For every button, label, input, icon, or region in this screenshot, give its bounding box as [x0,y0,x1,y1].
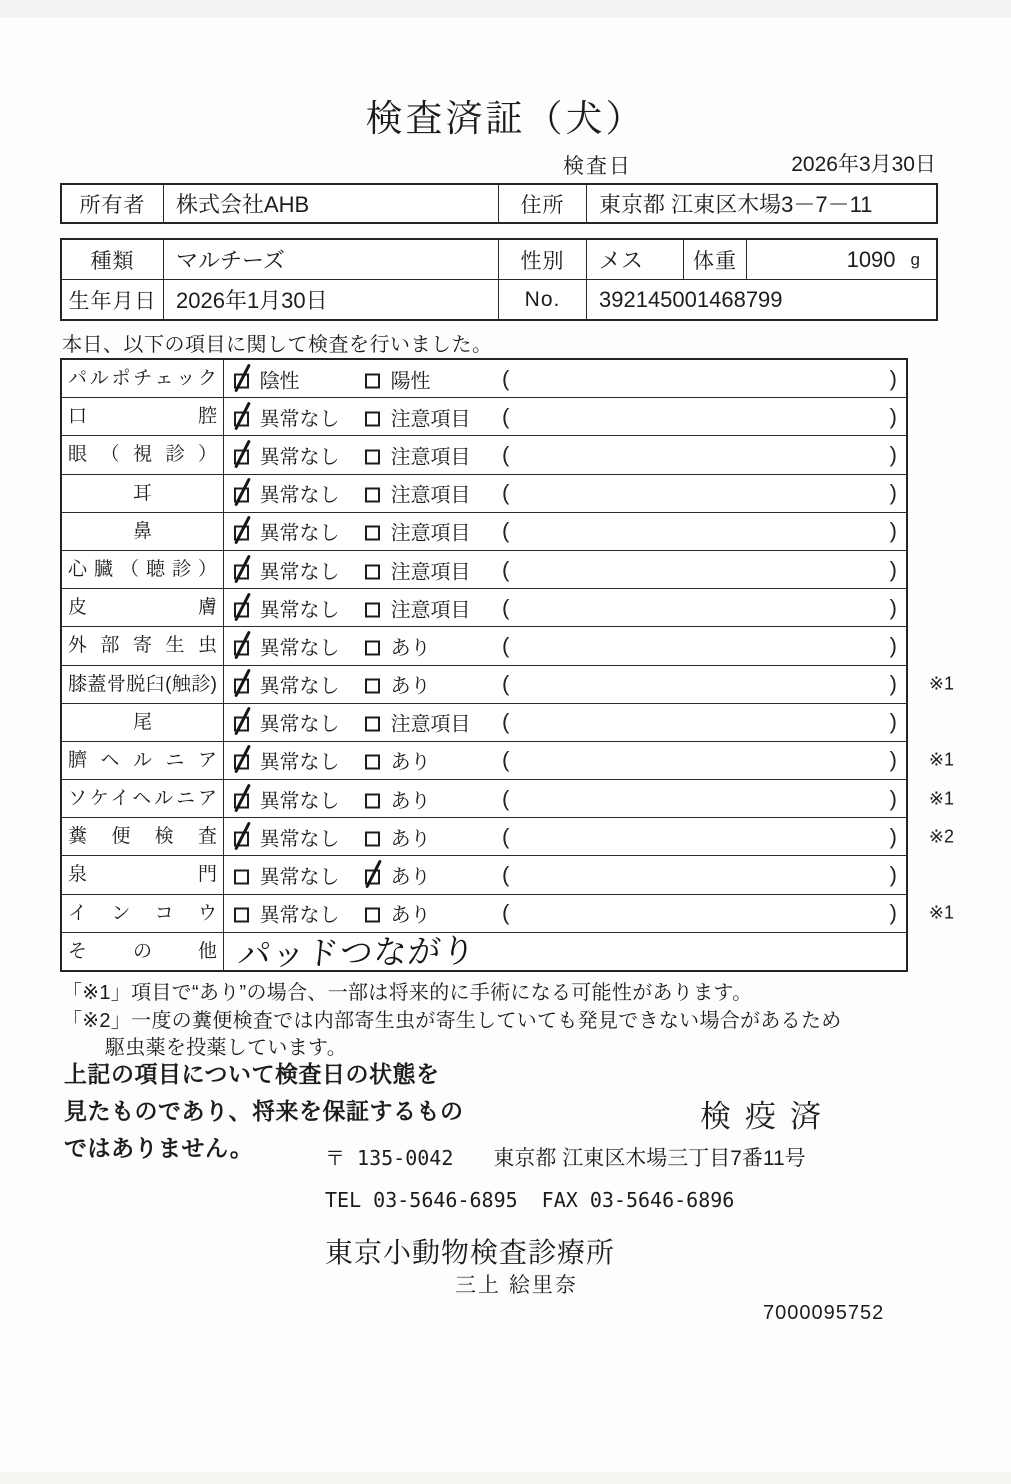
option-2-label: 注意項目 [390,599,471,622]
paren-close-icon: ) [889,823,897,849]
check-item-label: 臍ヘルニア [62,742,224,779]
checkbox-icon [234,755,249,770]
checkbox-icon [234,717,249,732]
paren-close-icon: ) [889,403,897,429]
check-row [62,589,906,627]
check-table [60,358,954,973]
option-1-label: 異常なし [259,599,340,622]
option-1-label: 異常なし [259,561,340,584]
check-item-value [224,436,906,473]
checkbox-icon [234,411,249,426]
paren-close-icon: ) [889,709,897,735]
option-1 [234,899,340,928]
checkbox-icon [234,640,249,655]
option-1-label: 異常なし [259,446,340,469]
check-item-value [224,627,906,664]
paren-close-icon: ) [889,441,897,467]
check-item-value [224,513,906,550]
paren-close-icon: ) [889,556,897,582]
option-2 [365,822,431,851]
check-row [62,398,906,436]
checkbox-icon [365,679,380,694]
paren-close-icon: ) [889,900,897,926]
check-row [62,856,906,894]
option-1-label: 異常なし [259,790,340,813]
paren-open-icon: ( [502,709,510,735]
paren-open-icon: ( [502,365,510,391]
paren-open-icon: ( [502,632,510,658]
info-row-birthdate [62,280,936,319]
checkbox-icon [365,717,380,732]
tel-fax-line [325,1188,734,1212]
paren-close-icon: ) [889,365,897,391]
option-1-label: 異常なし [259,904,340,927]
disclaimer-line: ではありません。 [64,1135,254,1161]
option-2-label: あり [390,751,431,774]
check-item-value [224,856,906,893]
clinic-name: 東京小動物検査診療所 [325,1237,616,1268]
paren-close-icon: ) [889,785,897,811]
check-row [62,551,906,589]
checkbox-icon [365,870,380,885]
check-item-value [224,742,906,779]
footnote-marker: ※1 [928,749,954,770]
check-item-value [224,704,906,741]
option-2 [365,517,471,546]
option-1 [234,402,340,431]
option-2 [365,440,471,469]
breed-value: マルチーズ [164,240,499,279]
option-1-label: 異常なし [259,751,340,774]
option-1 [234,670,340,699]
check-item-value [224,931,906,973]
paren-open-icon: ( [502,747,510,773]
handwritten-note: パッドつながり [236,931,478,973]
checkbox-icon [234,831,249,846]
option-1 [234,746,340,775]
option-1 [234,861,340,890]
option-1 [234,784,340,813]
check-item-label: パルポチェック [62,360,224,397]
owner-table [60,183,938,224]
check-item-label: 糞便検査 [62,818,224,855]
option-1-label: 陰性 [259,370,300,393]
check-item-value [224,895,906,932]
paren-open-icon: ( [502,518,510,544]
intro-text: 本日、以下の項目に関して検査を行いました。 [62,334,493,356]
owner-value: 株式会社AHB [164,185,499,222]
check-row [62,475,906,513]
option-1 [234,708,340,737]
disclaimer-line: 見たものであり、将来を保証するもの [64,1098,464,1124]
paren-open-icon: ( [502,441,510,467]
checkbox-icon [234,526,249,541]
check-row [62,704,906,742]
clinic-address-line [325,1142,806,1172]
checkbox-icon [365,602,380,617]
check-item-label: 膝蓋骨脱臼(触診) [62,666,224,703]
footnote-2: 「※2」一度の糞便検査では内部寄生虫が寄生していても発見できない場合があるため [62,1010,842,1032]
paren-open-icon: ( [502,900,510,926]
option-1-label: 異常なし [259,675,340,698]
check-item-label: インコウ [62,895,224,932]
option-2 [365,555,471,584]
option-2 [365,631,431,660]
check-item-value [224,589,906,626]
paren-close-icon: ) [889,594,897,620]
checkbox-icon [365,793,380,808]
info-row-breed [62,240,936,280]
check-item-value [224,780,906,817]
check-item-value [224,475,906,512]
footnote-marker: ※1 [928,902,954,923]
option-1 [234,822,340,851]
sex-label: 性別 [499,240,587,279]
paren-open-icon: ( [502,823,510,849]
serial-number: 7000095752 [763,1302,885,1324]
option-2-label: 注意項目 [390,522,471,545]
option-1 [234,364,300,393]
option-1 [234,631,340,660]
paren-close-icon: ) [889,671,897,697]
option-2 [365,746,431,775]
scan-edge-bottom [0,1472,1011,1484]
check-row [62,627,906,665]
check-item-label: 泉門 [62,856,224,893]
footnote-1: 「※1」項目で“あり”の場合、一部は将来的に手術になる可能性があります。 [62,982,753,1004]
checkbox-icon [365,449,380,464]
paren-close-icon: ) [889,518,897,544]
paren-open-icon: ( [502,671,510,697]
option-2-label: あり [390,904,431,927]
footnote-2-continued: 駆虫薬を投薬しています。 [105,1037,347,1059]
check-row [62,931,906,973]
option-2 [365,364,431,393]
paren-open-icon: ( [502,594,510,620]
weight-unit: g [910,249,920,269]
check-item-label: 鼻 [62,513,224,550]
clinic-address: 東京都 江東区木場三丁目7番11号 [493,1147,806,1170]
option-2-label: 陽性 [390,370,431,393]
exam-date-label: 検査日 [563,155,632,178]
disclaimer-line: 上記の項目について検査日の状態を [64,1061,440,1087]
checkbox-icon [234,870,249,885]
tel-number: TEL 03-5646-6895 [325,1188,518,1212]
checkbox-icon [234,373,249,388]
check-item-value [224,398,906,435]
paren-close-icon: ) [889,862,897,888]
check-item-value [224,666,906,703]
checkbox-icon [365,373,380,388]
check-row [62,818,954,856]
checkbox-icon [234,908,249,923]
paren-open-icon: ( [502,785,510,811]
option-2 [365,479,471,508]
option-2 [365,670,431,699]
paren-open-icon: ( [502,556,510,582]
option-1-label: 異常なし [259,522,340,545]
examiner-name: 三上 絵里奈 [455,1274,578,1297]
paren-close-icon: ) [889,632,897,658]
option-2-label: あり [390,790,431,813]
check-row [62,513,906,551]
option-2 [365,784,431,813]
check-row [62,436,906,474]
check-item-label: その他 [62,933,224,970]
breed-label: 種類 [62,240,164,279]
check-item-value [224,818,906,855]
footnote-marker: ※2 [928,826,954,847]
option-1-label: 異常なし [259,866,340,889]
check-item-value [224,360,906,397]
check-item-label: 眼（視診） [62,436,224,473]
option-1-label: 異常なし [259,484,340,507]
option-1-label: 異常なし [259,828,340,851]
check-row [62,780,954,818]
check-row [62,895,954,933]
option-1 [234,593,340,622]
sex-value: メス [587,240,684,279]
weight-value: 1090 [846,246,896,272]
info-table [60,238,938,321]
checkbox-icon [365,908,380,923]
checkbox-icon [365,411,380,426]
option-2 [365,899,431,928]
quarantine-stamp: 検疫済 [700,1099,835,1134]
option-1 [234,440,340,469]
option-2-label: 注意項目 [390,446,471,469]
birthdate-label: 生年月日 [62,280,164,319]
option-2-label: あり [390,675,431,698]
footnote-marker: ※1 [928,788,954,809]
scan-edge-top [0,0,1011,18]
checkbox-icon [234,793,249,808]
paren-open-icon: ( [502,862,510,888]
check-item-value [224,551,906,588]
weight-cell [747,240,936,279]
checkbox-icon [365,640,380,655]
paren-close-icon: ) [889,480,897,506]
checkbox-icon [234,488,249,503]
birthdate-value: 2026年1月30日 [164,280,499,319]
checkbox-icon [234,679,249,694]
option-1-label: 異常なし [259,713,340,736]
paren-open-icon: ( [502,480,510,506]
option-2-label: 注意項目 [390,561,471,584]
fax-number: FAX 03-5646-6896 [541,1188,735,1212]
option-1 [234,479,340,508]
option-1 [234,517,340,546]
option-2-label: あり [390,866,431,889]
check-item-label: 耳 [62,475,224,512]
option-1 [234,555,340,584]
check-item-label: ソケイヘルニア [62,780,224,817]
option-2-label: あり [390,637,431,660]
address-value: 東京都 江東区木場3－7－11 [599,192,873,217]
option-1-label: 異常なし [259,408,340,431]
checkbox-icon [365,526,380,541]
address-label: 住所 [499,185,587,222]
check-item-label: 尾 [62,704,224,741]
option-2 [365,861,431,890]
option-2-label: 注意項目 [390,408,471,431]
paren-close-icon: ) [889,747,897,773]
checkbox-icon [234,564,249,579]
option-2-label: あり [390,828,431,851]
option-2 [365,593,471,622]
page-title: 検査済証（犬） [365,98,646,139]
checkbox-icon [234,449,249,464]
check-item-label: 心臓（聴診） [62,551,224,588]
checkbox-icon [365,755,380,770]
footnote-marker: ※1 [928,673,954,694]
exam-date-value: 2026年3月30日 [791,153,936,176]
option-2 [365,708,471,737]
checkbox-icon [365,564,380,579]
check-row [62,666,954,704]
postal-code: 〒 135-0042 [325,1146,454,1170]
checkbox-icon [365,831,380,846]
option-2 [365,402,471,431]
option-1-label: 異常なし [259,637,340,660]
check-item-label: 口腔 [62,398,224,435]
no-value: 392145001468799 [599,286,783,312]
owner-label: 所有者 [62,185,164,222]
checkbox-icon [234,602,249,617]
check-row [62,742,954,780]
option-2-label: 注意項目 [390,484,471,507]
weight-label: 体重 [684,240,747,279]
checkbox-icon [365,488,380,503]
option-2-label: 注意項目 [390,713,471,736]
no-label: No. [499,280,587,319]
check-item-label: 外部寄生虫 [62,627,224,664]
paren-open-icon: ( [502,403,510,429]
check-item-label: 皮膚 [62,589,224,626]
check-row [62,360,906,398]
